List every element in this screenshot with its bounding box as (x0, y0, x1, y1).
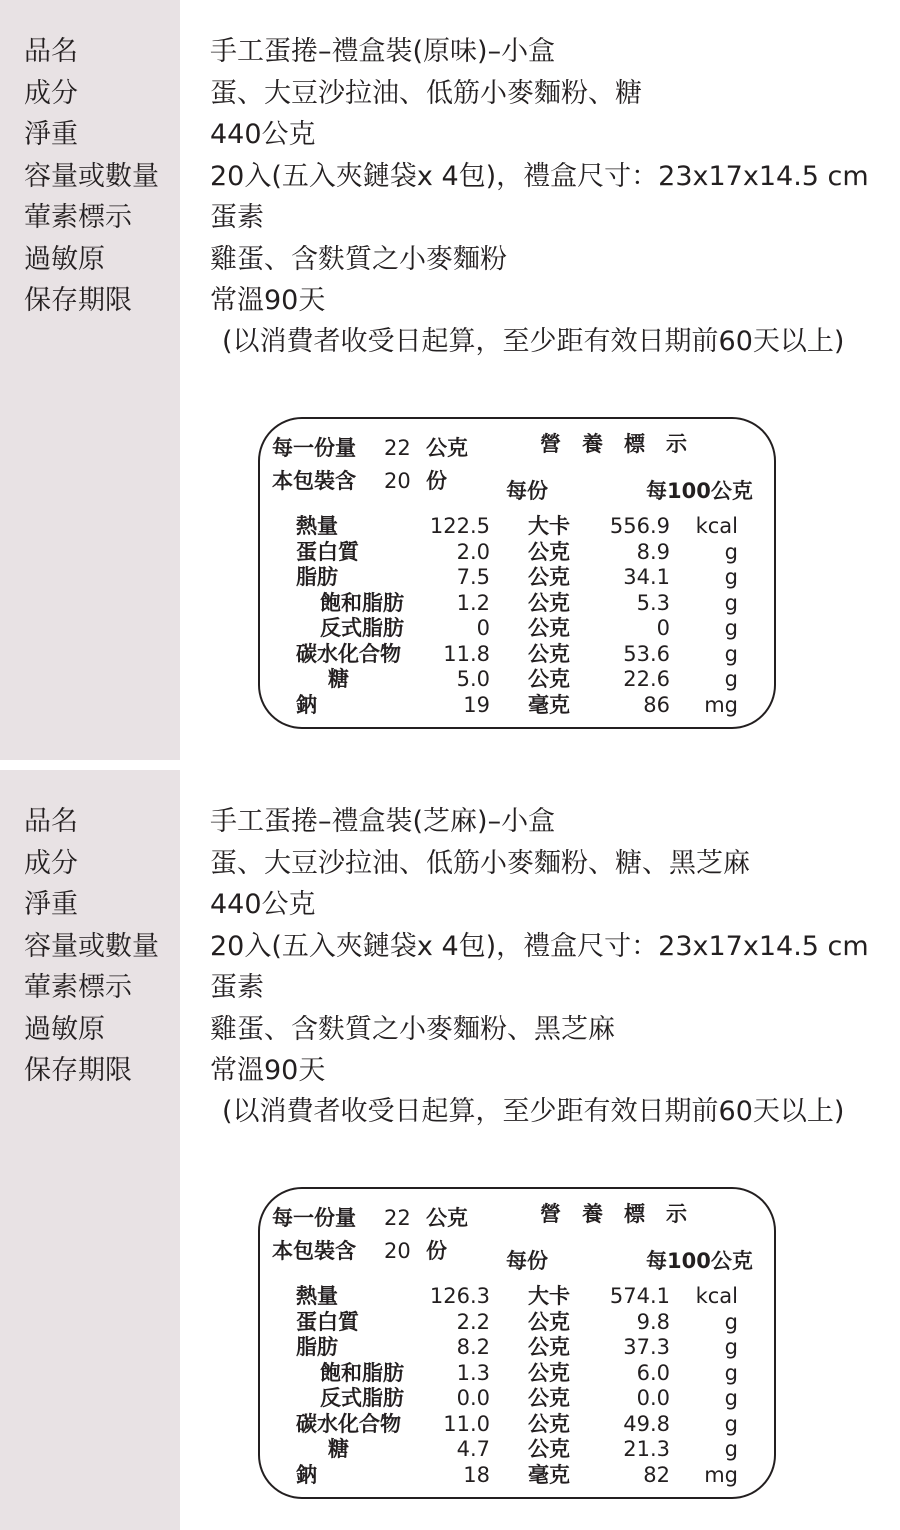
nutrient-unit: 公克 (528, 1411, 570, 1436)
field-label: 容量或數量 (24, 931, 159, 962)
nutrient-unit: 公克 (528, 539, 570, 564)
nutrient-per-100g: 82 (643, 1462, 670, 1487)
label-column-background (0, 0, 180, 760)
nutrient-per-serving: 122.5 (429, 514, 490, 538)
nutrient-per-serving: 5.0 (456, 667, 490, 691)
nutrient-unit-100g: g (724, 616, 738, 640)
servings-per-package-unit: 份 (426, 1239, 447, 1263)
nutrient-unit: 公克 (528, 616, 570, 640)
nutrient-unit-100g: mg (704, 692, 738, 717)
nutrient-per-100g: 22.6 (623, 667, 670, 691)
nutrient-unit-100g: g (724, 565, 738, 589)
field-label: 成分 (24, 848, 78, 879)
servings-per-package-value: 20 (384, 469, 411, 493)
nutrient-name: 碳水化合物 (296, 1411, 401, 1436)
nutrient-per-serving: 7.5 (456, 565, 490, 589)
nutrient-name: 蛋白質 (296, 539, 359, 564)
nutrient-per-100g: 0 (656, 616, 670, 640)
nutrient-name: 飽和脂肪 (320, 590, 404, 615)
field-value: 雞蛋、含麩質之小麥麵粉 (210, 244, 507, 275)
field-value: 雞蛋、含麩質之小麥麵粉、黑芝麻 (210, 1014, 615, 1045)
field-value: 手工蛋捲–禮盒裝(芝麻)–小盒 (210, 806, 556, 837)
nutrient-per-100g: 37.3 (623, 1335, 670, 1359)
field-value: 440公克 (210, 119, 316, 150)
field-value: 手工蛋捲–禮盒裝(原味)–小盒 (210, 36, 556, 67)
serving-size-unit: 公克 (426, 436, 468, 460)
nutrient-per-serving: 126.3 (429, 1284, 490, 1308)
servings-per-package-value: 20 (384, 1239, 411, 1263)
nutrient-name: 脂肪 (296, 565, 338, 589)
nutrient-name: 糖 (328, 1437, 349, 1461)
servings-per-package-unit: 份 (426, 469, 447, 493)
serving-size-value: 22 (384, 1206, 411, 1230)
nutrient-per-serving: 0.0 (456, 1386, 490, 1410)
nutrient-name: 碳水化合物 (296, 641, 401, 666)
field-value: 常溫90天 (210, 285, 326, 316)
serving-size-label: 每一份量 (272, 1206, 356, 1230)
nutrient-unit-100g: g (724, 1437, 738, 1461)
field-label: 葷素標示 (24, 202, 132, 233)
nutrient-per-serving: 4.7 (456, 1437, 490, 1461)
nutrition-title: 營 養 標 示 (540, 432, 687, 456)
nutrition-title: 營 養 標 示 (540, 1202, 687, 1226)
servings-per-package-label: 本包裝含 (272, 469, 356, 493)
nutrient-unit: 公克 (528, 641, 570, 666)
nutrient-unit: 毫克 (528, 692, 570, 717)
nutrient-unit-100g: g (724, 667, 738, 691)
nutrient-per-100g: 0.0 (636, 1386, 670, 1410)
nutrient-name: 脂肪 (296, 1335, 338, 1359)
nutrient-unit: 大卡 (528, 1284, 570, 1308)
nutrient-unit: 公克 (528, 1386, 570, 1410)
field-label: 過敏原 (24, 1014, 105, 1045)
nutrient-unit-100g: mg (704, 1462, 738, 1487)
nutrient-unit: 公克 (528, 1360, 570, 1385)
field-label: 容量或數量 (24, 161, 159, 192)
field-label: 保存期限 (24, 285, 132, 316)
nutrient-unit: 毫克 (528, 1462, 570, 1487)
nutrient-name: 熱量 (296, 1284, 338, 1308)
field-value: 蛋素 (210, 202, 264, 233)
nutrient-unit-100g: g (724, 539, 738, 564)
nutrient-name: 反式脂肪 (320, 616, 404, 640)
field-label: 葷素標示 (24, 972, 132, 1003)
field-label: 過敏原 (24, 244, 105, 275)
nutrient-unit-100g: g (724, 1360, 738, 1385)
nutrient-name: 飽和脂肪 (320, 1360, 404, 1385)
nutrient-per-serving: 11.0 (443, 1411, 490, 1436)
nutrition-facts-panel (258, 417, 776, 729)
nutrient-name: 反式脂肪 (320, 1386, 404, 1410)
field-label: 淨重 (24, 889, 78, 920)
field-value: 蛋、大豆沙拉油、低筋小麥麵粉、糖 (210, 78, 642, 109)
nutrient-per-serving: 2.0 (456, 539, 490, 564)
nutrient-unit-100g: g (724, 1309, 738, 1334)
nutrient-name: 鈉 (296, 1462, 317, 1487)
shelf-life-note: (以消費者收受日起算，至少距有效日期前60天以上) (222, 1096, 845, 1127)
field-label: 品名 (24, 36, 78, 67)
nutrient-unit-100g: g (724, 1386, 738, 1410)
nutrient-per-100g: 53.6 (623, 641, 670, 666)
field-value: 蛋、大豆沙拉油、低筋小麥麵粉、糖、黑芝麻 (210, 848, 750, 879)
serving-size-value: 22 (384, 436, 411, 460)
nutrient-per-100g: 556.9 (609, 514, 670, 538)
field-value: 20入(五入夾鏈袋x 4包)，禮盒尺寸：23x17x14.5 cm (210, 931, 869, 962)
nutrient-name: 糖 (328, 667, 349, 691)
nutrient-per-serving: 19 (463, 692, 490, 717)
nutrient-per-100g: 49.8 (623, 1411, 670, 1436)
serving-size-label: 每一份量 (272, 436, 356, 460)
nutrient-per-serving: 1.3 (456, 1360, 490, 1385)
field-label: 成分 (24, 78, 78, 109)
nutrient-per-serving: 18 (463, 1462, 490, 1487)
nutrient-unit: 公克 (528, 1309, 570, 1334)
field-label: 淨重 (24, 119, 78, 150)
nutrient-per-serving: 8.2 (456, 1335, 490, 1359)
label-column-background (0, 770, 180, 1530)
field-value: 蛋素 (210, 972, 264, 1003)
serving-size-unit: 公克 (426, 1206, 468, 1230)
field-value: 常溫90天 (210, 1055, 326, 1086)
nutrient-per-100g: 86 (643, 692, 670, 717)
field-label: 品名 (24, 806, 78, 837)
nutrient-per-serving: 2.2 (456, 1309, 490, 1334)
nutrient-per-100g: 21.3 (623, 1437, 670, 1461)
product-section (0, 770, 900, 1530)
nutrient-unit: 公克 (528, 590, 570, 615)
nutrient-per-100g: 6.0 (636, 1360, 670, 1385)
per-100g-header: 每100公克 (646, 1249, 753, 1273)
nutrient-unit-100g: kcal (695, 1284, 738, 1308)
nutrient-per-100g: 9.8 (636, 1309, 670, 1334)
nutrient-unit: 大卡 (528, 514, 570, 538)
nutrient-unit-100g: kcal (695, 514, 738, 538)
nutrient-unit-100g: g (724, 590, 738, 615)
nutrient-unit-100g: g (724, 1335, 738, 1359)
field-value: 20入(五入夾鏈袋x 4包)，禮盒尺寸：23x17x14.5 cm (210, 161, 869, 192)
nutrient-per-100g: 5.3 (636, 590, 670, 615)
per-serving-header: 每份 (506, 1249, 548, 1273)
nutrient-name: 鈉 (296, 692, 317, 717)
servings-per-package-label: 本包裝含 (272, 1239, 356, 1263)
nutrient-per-serving: 1.2 (456, 590, 490, 615)
shelf-life-note: (以消費者收受日起算，至少距有效日期前60天以上) (222, 326, 845, 357)
product-section (0, 0, 900, 760)
nutrient-unit: 公克 (528, 667, 570, 691)
nutrient-unit-100g: g (724, 1411, 738, 1436)
field-value: 440公克 (210, 889, 316, 920)
nutrient-per-100g: 34.1 (623, 565, 670, 589)
nutrition-facts-panel (258, 1187, 776, 1499)
per-serving-header: 每份 (506, 479, 548, 503)
nutrient-per-100g: 8.9 (636, 539, 670, 564)
field-label: 保存期限 (24, 1055, 132, 1086)
nutrient-per-100g: 574.1 (609, 1284, 670, 1308)
nutrient-per-serving: 11.8 (443, 641, 490, 666)
nutrient-unit: 公克 (528, 1335, 570, 1359)
nutrient-unit: 公克 (528, 565, 570, 589)
nutrient-per-serving: 0 (476, 616, 490, 640)
per-100g-header: 每100公克 (646, 479, 753, 503)
nutrient-name: 熱量 (296, 514, 338, 538)
nutrient-unit: 公克 (528, 1437, 570, 1461)
nutrient-name: 蛋白質 (296, 1309, 359, 1334)
nutrient-unit-100g: g (724, 641, 738, 666)
